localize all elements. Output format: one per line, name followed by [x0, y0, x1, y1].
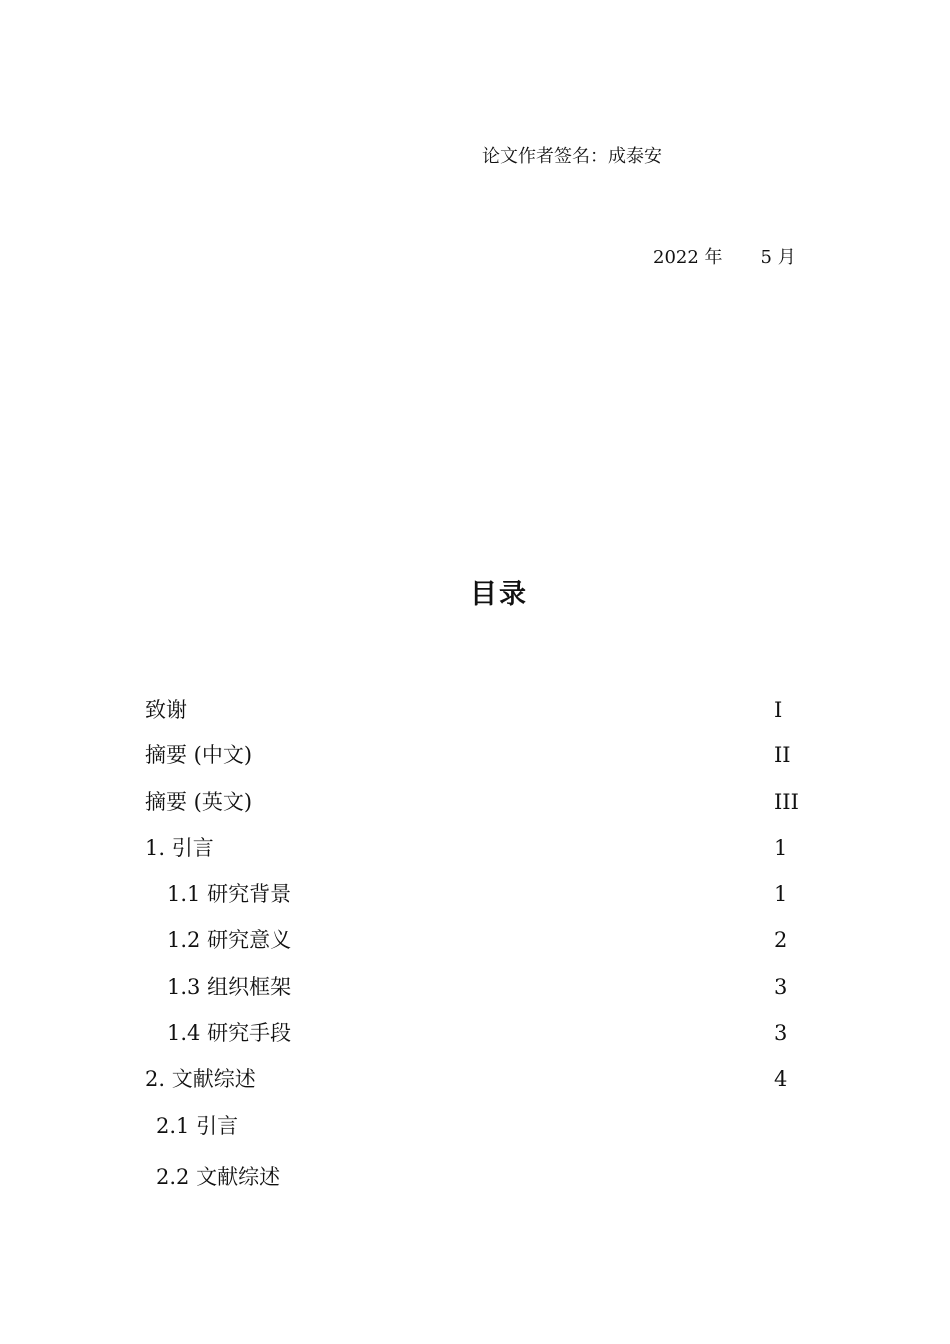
toc-entry-label: 2.2 文献综述 [156, 1165, 281, 1189]
date-month: 5 月 [760, 247, 796, 268]
toc-entry-page: 1 [774, 882, 788, 906]
toc-entry-label: 1.3 组织框架 [167, 975, 292, 999]
toc-entry-label: 1.4 研究手段 [167, 1021, 292, 1045]
toc-title: 目录 [470, 579, 528, 610]
author-signature: 论文作者签名：成泰安 [482, 146, 662, 167]
toc-entry-acknowledgements[interactable] [0, 695, 950, 725]
toc-entry-1-4[interactable] [0, 1018, 950, 1048]
toc-entry-1[interactable] [0, 833, 950, 863]
toc-entry-label: 摘要 (英文) [145, 790, 253, 814]
toc-entry-page: 3 [774, 1021, 788, 1045]
toc-entry-page: 4 [774, 1067, 788, 1091]
toc-entry-label: 2.1 引言 [156, 1114, 239, 1138]
toc-entry-2-2[interactable] [0, 1162, 950, 1192]
toc-entry-1-3[interactable] [0, 972, 950, 1002]
toc-entry-label: 1.2 研究意义 [167, 928, 292, 952]
toc-entry-page: I [774, 698, 783, 722]
toc-entry-abstract-en[interactable] [0, 787, 950, 817]
toc-entry-2[interactable] [0, 1064, 950, 1094]
toc-entry-label: 1.1 研究背景 [167, 882, 292, 906]
toc-entry-label: 致谢 [145, 698, 187, 722]
toc-entry-page: 2 [774, 928, 788, 952]
toc-entry-1-1[interactable] [0, 879, 950, 909]
toc-entry-label: 2. 文献综述 [145, 1067, 256, 1091]
toc-entry-2-1[interactable] [0, 1111, 950, 1141]
signature-date [653, 243, 796, 269]
toc-entry-page: 1 [774, 836, 788, 860]
toc-entry-label: 1. 引言 [145, 836, 214, 860]
toc-entry-page: 3 [774, 975, 788, 999]
toc-entry-page: III [774, 790, 799, 814]
toc-entry-label: 摘要 (中文) [145, 743, 253, 767]
toc-entry-page: II [774, 743, 791, 767]
toc-entry-1-2[interactable] [0, 925, 950, 955]
date-year: 2022 年 [653, 247, 723, 268]
toc-entry-abstract-cn[interactable] [0, 740, 950, 770]
